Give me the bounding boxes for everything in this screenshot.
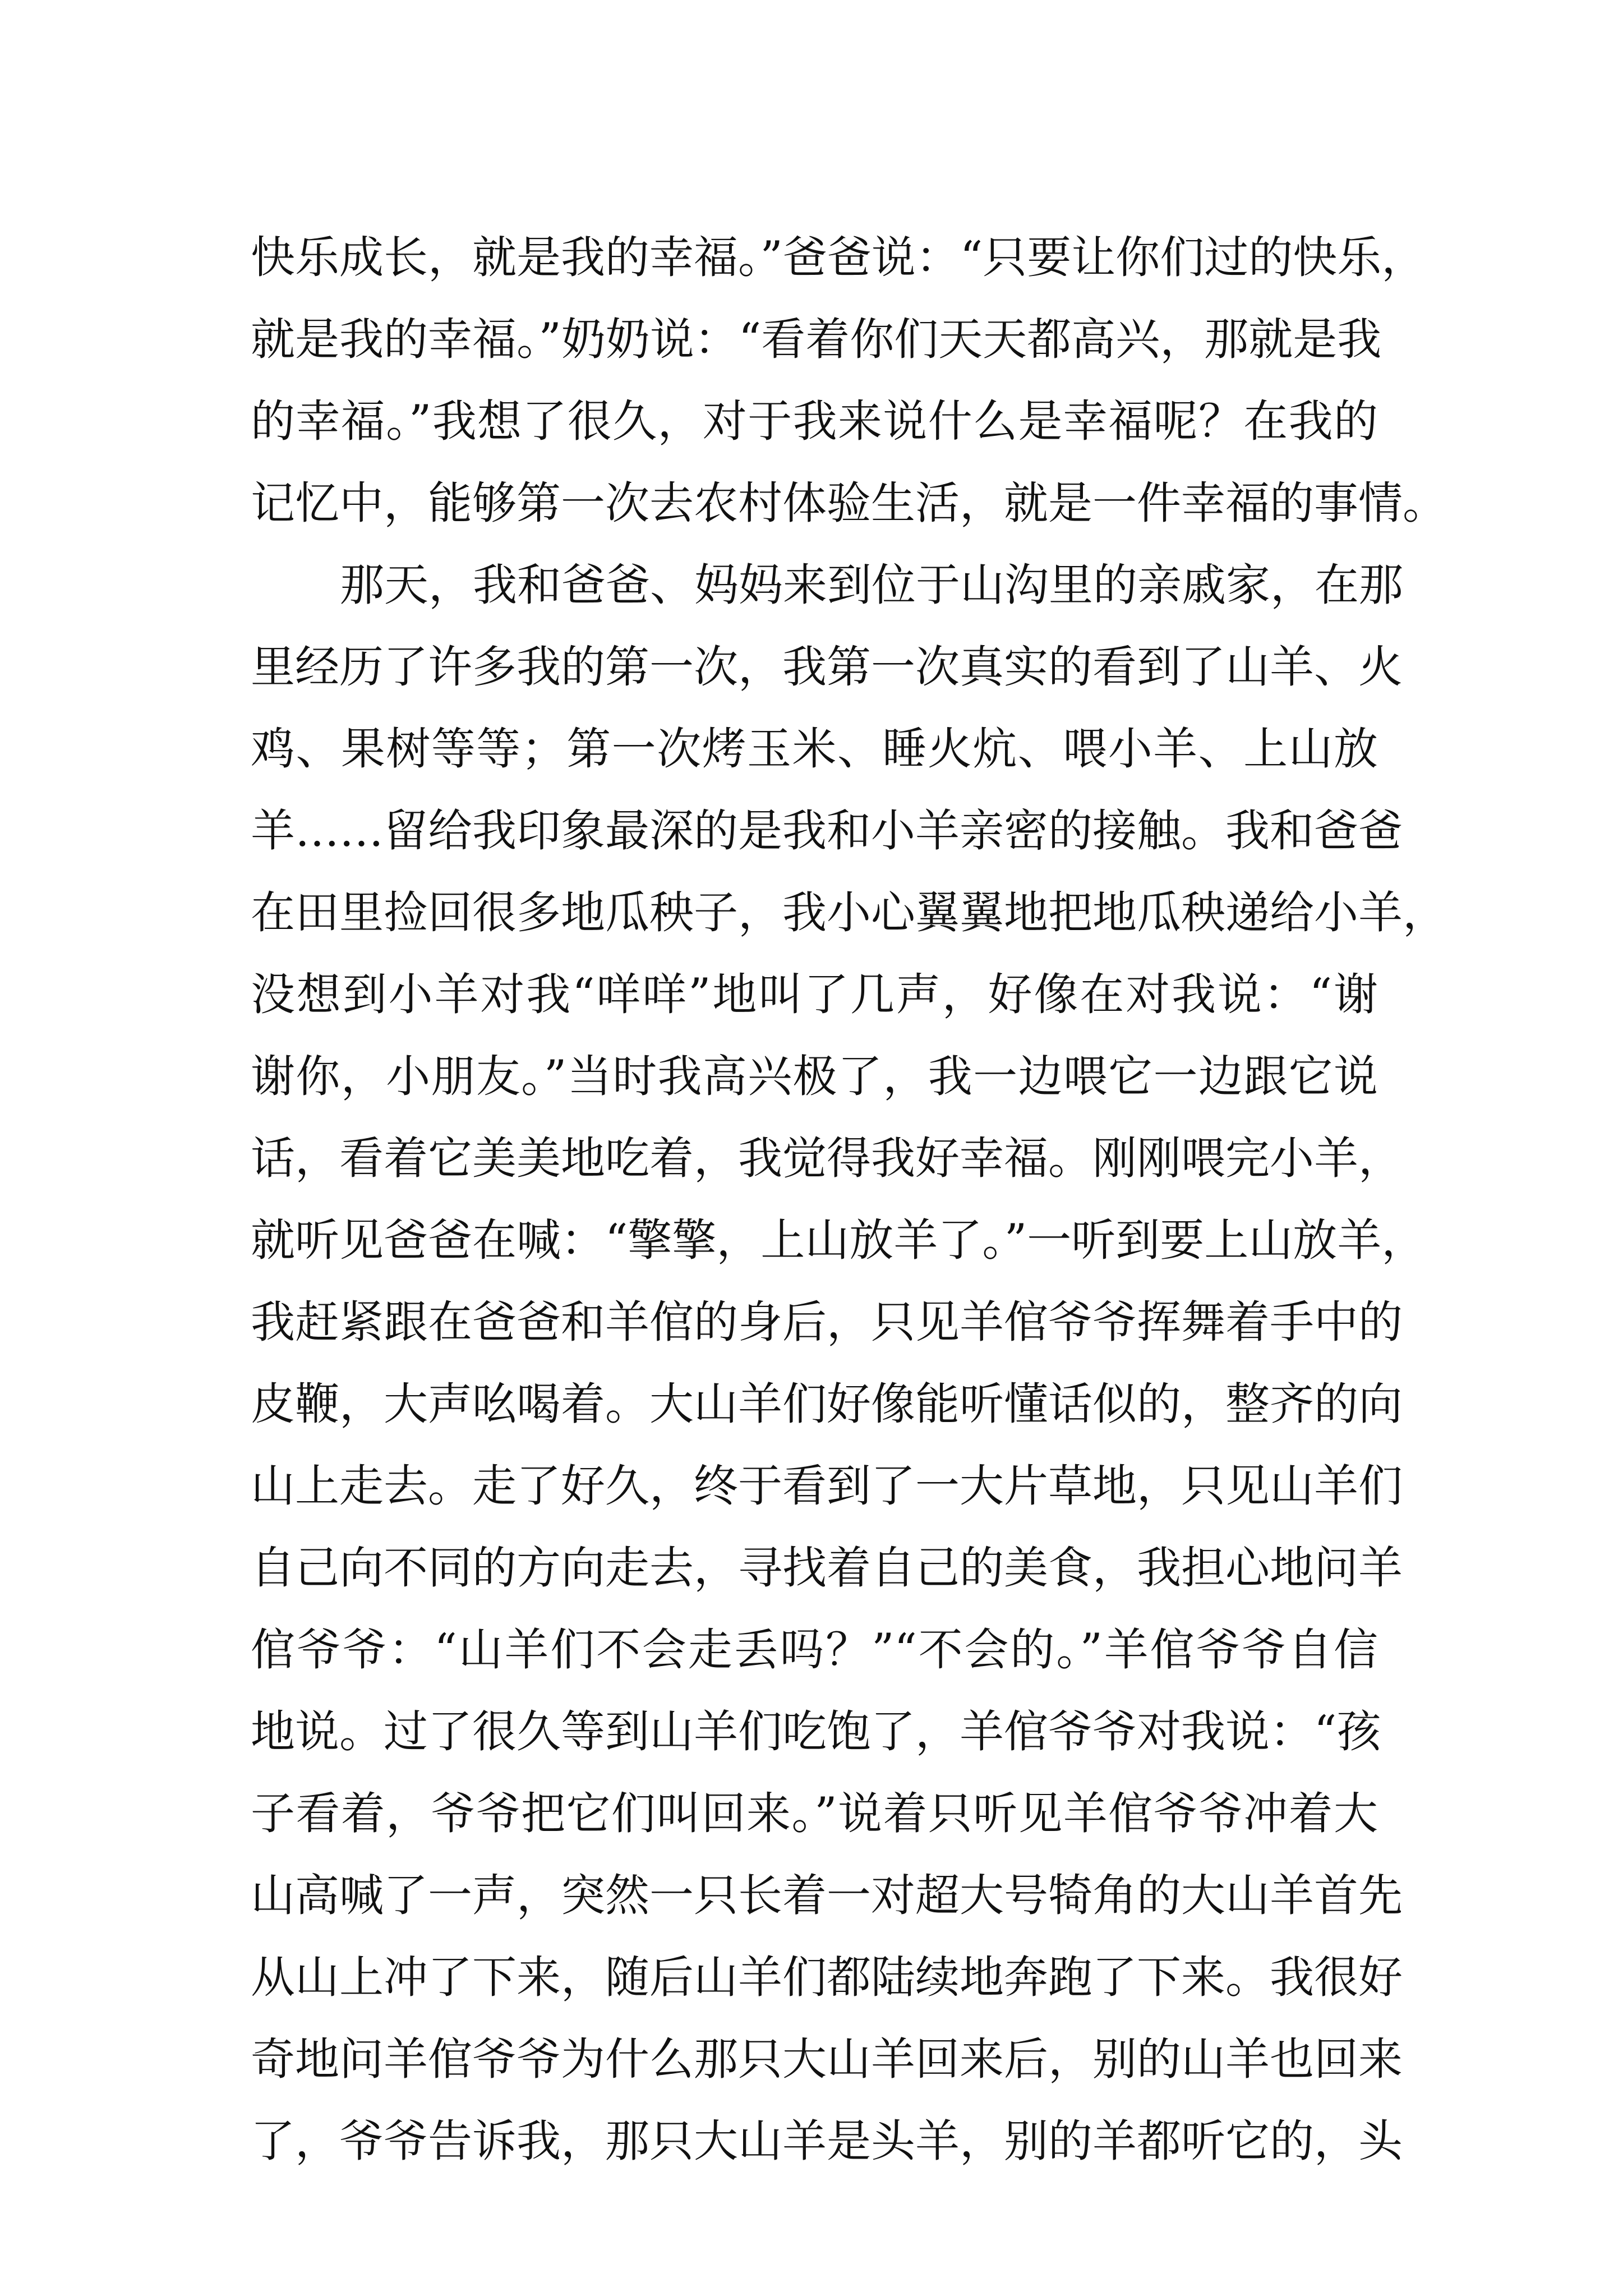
text-line: 山高喊了一声，突然一只长着一对超大号犄角的大山羊首先 xyxy=(251,1870,1403,1921)
text-line: 自己向不同的方向走去，寻找着自己的美食，我担心地问羊 xyxy=(251,1542,1403,1594)
text-line: 我赶紧跟在爸爸和羊倌的身后，只见羊倌爷爷挥舞着手中的 xyxy=(251,1296,1403,1348)
text-line: 没想到小羊对我“咩咩”地叫了几声，好像在对我说：“谢 xyxy=(251,969,1378,1020)
text-line: 羊……留给我印象最深的是我和小羊亲密的接触。我和爸爸 xyxy=(251,805,1403,857)
text-line: 皮鞭，大声吆喝着。大山羊们好像能听懂话似的，整齐的向 xyxy=(251,1378,1403,1430)
text-line: 从山上冲了下来，随后山羊们都陆续地奔跑了下来。我很好 xyxy=(251,1952,1403,2003)
text-line: 话，看着它美美地吃着，我觉得我好幸福。刚刚喂完小羊， xyxy=(251,1133,1403,1184)
text-line: 的幸福。”我想了很久，对于我来说什么是幸福呢？在我的 xyxy=(251,395,1378,447)
text-line: 了，爷爷告诉我，那只大山羊是头羊，别的羊都听它的，头 xyxy=(251,2115,1403,2167)
text-line: 在田里捡回很多地瓜秧子，我小心翼翼地把地瓜秧递给小羊， xyxy=(251,887,1447,938)
text-line: 子看着，爷爷把它们叫回来。”说着只听见羊倌爷爷冲着大 xyxy=(251,1788,1378,1839)
text-line: 就是我的幸福。”奶奶说：“看着你们天天都高兴，那就是我 xyxy=(251,314,1382,365)
paragraph-first-line: 那天，我和爸爸、妈妈来到位于山沟里的亲戚家，在那 xyxy=(340,559,1403,611)
body-text xyxy=(251,217,1447,2182)
text-line: 就听见爸爸在喊：“擎擎，上山放羊了。”一听到要上山放羊， xyxy=(251,1214,1426,1266)
text-line: 鸡、果树等等；第一次烤玉米、睡火炕、喂小羊、上山放 xyxy=(251,723,1378,775)
text-line: 山上走去。走了好久，终于看到了一大片草地，只见山羊们 xyxy=(251,1460,1403,1512)
text-line: 快乐成长，就是我的幸福。”爸爸说：“只要让你们过的快乐， xyxy=(251,232,1426,283)
text-line: 奇地问羊倌爷爷为什么那只大山羊回来后，别的山羊也回来 xyxy=(251,2033,1403,2085)
text-line: 谢你，小朋友。”当时我高兴极了，我一边喂它一边跟它说 xyxy=(251,1051,1378,1102)
text-line: 里经历了许多我的第一次，我第一次真实的看到了山羊、火 xyxy=(251,641,1403,693)
text-line: 地说。过了很久等到山羊们吃饱了，羊倌爷爷对我说：“孩 xyxy=(251,1706,1381,1757)
text-line: 倌爷爷：“山羊们不会走丢吗？”“不会的。”羊倌爷爷自信 xyxy=(251,1624,1378,1676)
text-line: 记忆中，能够第一次去农村体验生活，就是一件幸福的事情。 xyxy=(251,477,1447,529)
